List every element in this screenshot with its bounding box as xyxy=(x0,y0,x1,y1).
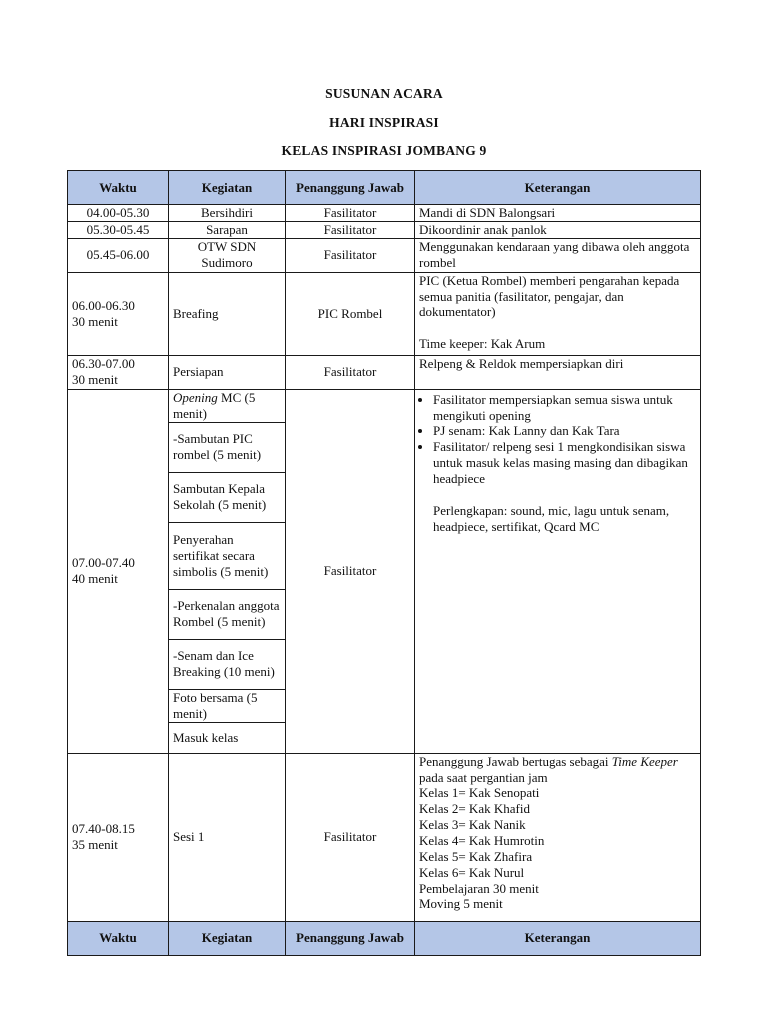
waktu-range: 07.40-08.15 xyxy=(72,821,135,837)
cell-waktu xyxy=(68,355,169,389)
schedule-table xyxy=(67,170,701,956)
table-header-row xyxy=(68,171,701,205)
waktu-duration: 30 menit xyxy=(72,372,118,388)
doc-title: SUSUNAN ACARA xyxy=(325,86,443,101)
cell-pj: Fasilitator xyxy=(286,753,415,921)
cell-keterangan: Relpeng & Reldok mempersiapkan diri xyxy=(415,355,701,389)
kegiatan-item: -Sambutan PIC rombel (5 menit) xyxy=(169,422,286,472)
table-row xyxy=(68,272,701,355)
cell-waktu xyxy=(68,753,169,921)
cell-pj: Fasilitator xyxy=(286,355,415,389)
list-item: Kelas 3= Kak Nanik xyxy=(419,817,526,833)
doc-subtitle: HARI INSPIRASI xyxy=(329,115,439,130)
col-header-keterangan: Keterangan xyxy=(415,171,701,205)
table-row xyxy=(68,221,701,238)
cell-keterangan: Menggunakan kendaraan yang dibawa oleh anggota rombel xyxy=(415,238,701,272)
intro-em: Time Keeper xyxy=(611,753,678,769)
title-line-2 xyxy=(0,115,768,131)
cell-waktu xyxy=(68,389,169,753)
col-header-pj: Penanggung Jawab xyxy=(286,171,415,205)
cell-pj: Fasilitator xyxy=(286,238,415,272)
intro-text-end: pada saat pergantian jam xyxy=(419,769,548,785)
cell-keterangan xyxy=(415,389,701,753)
list-item: Moving 5 menit xyxy=(419,896,503,912)
list-item: • Fasilitator/ relpeng sesi 1 mengkondisikan siswa untuk masuk kelas masing masing dan dibagikan headpiece xyxy=(433,439,696,487)
table-row xyxy=(68,238,701,272)
cell-keterangan: Mandi di SDN Balongsari xyxy=(415,205,701,222)
table-header-row-repeat xyxy=(68,921,701,955)
cell-keterangan xyxy=(415,272,701,355)
cell-keterangan xyxy=(415,753,701,921)
kegiatan-item xyxy=(169,389,286,422)
cell-waktu xyxy=(68,272,169,355)
keterangan-timekeeper: Time keeper: Kak Arum xyxy=(419,336,546,352)
waktu-range: 07.00-07.40 xyxy=(72,555,135,571)
col-header-waktu: Waktu xyxy=(68,921,169,955)
cell-kegiatan: Sesi 1 xyxy=(169,753,286,921)
kegiatan-item: Penyerahan sertifikat secara simbolis (5 menit) xyxy=(169,522,286,589)
list-item: Kelas 6= Kak Nurul xyxy=(419,864,525,880)
cell-kegiatan: Persiapan xyxy=(169,355,286,389)
table-row xyxy=(68,355,701,389)
table-row xyxy=(68,389,701,422)
kegiatan-item: Foto bersama (5 menit) xyxy=(169,689,286,722)
kegiatan-item-em: Opening xyxy=(173,389,218,405)
col-header-waktu: Waktu xyxy=(68,171,169,205)
kegiatan-item: -Senam dan Ice Breaking (10 meni) xyxy=(169,639,286,689)
keterangan-intro xyxy=(419,754,696,786)
title-line-3 xyxy=(0,143,768,159)
col-header-keterangan: Keterangan xyxy=(415,921,701,955)
waktu-duration: 30 menit xyxy=(72,313,118,329)
cell-kegiatan: Sarapan xyxy=(169,221,286,238)
col-header-kegiatan: Kegiatan xyxy=(169,171,286,205)
waktu-duration: 40 menit xyxy=(72,571,118,587)
col-header-kegiatan: Kegiatan xyxy=(169,921,286,955)
cell-kegiatan: Breafing xyxy=(169,272,286,355)
kegiatan-item: Masuk kelas xyxy=(169,722,286,753)
title-line-1 xyxy=(0,86,768,102)
cell-waktu: 05.45-06.00 xyxy=(68,238,169,272)
cell-waktu: 04.00-05.30 xyxy=(68,205,169,222)
cell-pj: Fasilitator xyxy=(286,221,415,238)
keterangan-perlengkapan: Perlengkapan: sound, mic, lagu untuk senam, headpiece, sertifikat, Qcard MC xyxy=(433,502,670,534)
cell-pj: Fasilitator xyxy=(286,389,415,753)
list-item: • PJ senam: Kak Lanny dan Kak Tara xyxy=(433,423,696,439)
cell-waktu: 05.30-05.45 xyxy=(68,221,169,238)
list-item: Kelas 2= Kak Khafid xyxy=(419,801,530,817)
kegiatan-item: Sambutan Kepala Sekolah (5 menit) xyxy=(169,472,286,522)
intro-text: Penanggung Jawab bertugas sebagai xyxy=(419,753,612,769)
cell-kegiatan: Bersihdiri xyxy=(169,205,286,222)
table-row xyxy=(68,205,701,222)
cell-pj: PIC Rombel xyxy=(286,272,415,355)
list-item: Kelas 1= Kak Senopati xyxy=(419,785,540,801)
waktu-duration: 35 menit xyxy=(72,837,118,853)
kegiatan-item-text: MC (5 menit) xyxy=(173,389,256,421)
cell-keterangan: Dikoordinir anak panlok xyxy=(415,221,701,238)
cell-pj: Fasilitator xyxy=(286,205,415,222)
doc-event: KELAS INSPIRASI JOMBANG 9 xyxy=(281,143,487,158)
col-header-pj: Penanggung Jawab xyxy=(286,921,415,955)
list-item: Kelas 5= Kak Zhafira xyxy=(419,848,533,864)
list-item: • Fasilitator mempersiapkan semua siswa untuk mengikuti opening xyxy=(433,392,696,424)
cell-kegiatan: OTW SDN Sudimoro xyxy=(169,238,286,272)
waktu-range: 06.30-07.00 xyxy=(72,356,135,372)
table-row xyxy=(68,753,701,921)
kegiatan-item: -Perkenalan anggota Rombel (5 menit) xyxy=(169,589,286,639)
waktu-range: 06.00-06.30 xyxy=(72,297,135,313)
list-item: Pembelajaran 30 menit xyxy=(419,880,539,896)
keterangan-text: PIC (Ketua Rombel) memberi pengarahan kepada semua panitia (fasilitator, pengajar, dan dokumentator) xyxy=(419,272,680,320)
list-item: Kelas 4= Kak Humrotin xyxy=(419,833,545,849)
keterangan-bullet-list xyxy=(419,392,696,487)
